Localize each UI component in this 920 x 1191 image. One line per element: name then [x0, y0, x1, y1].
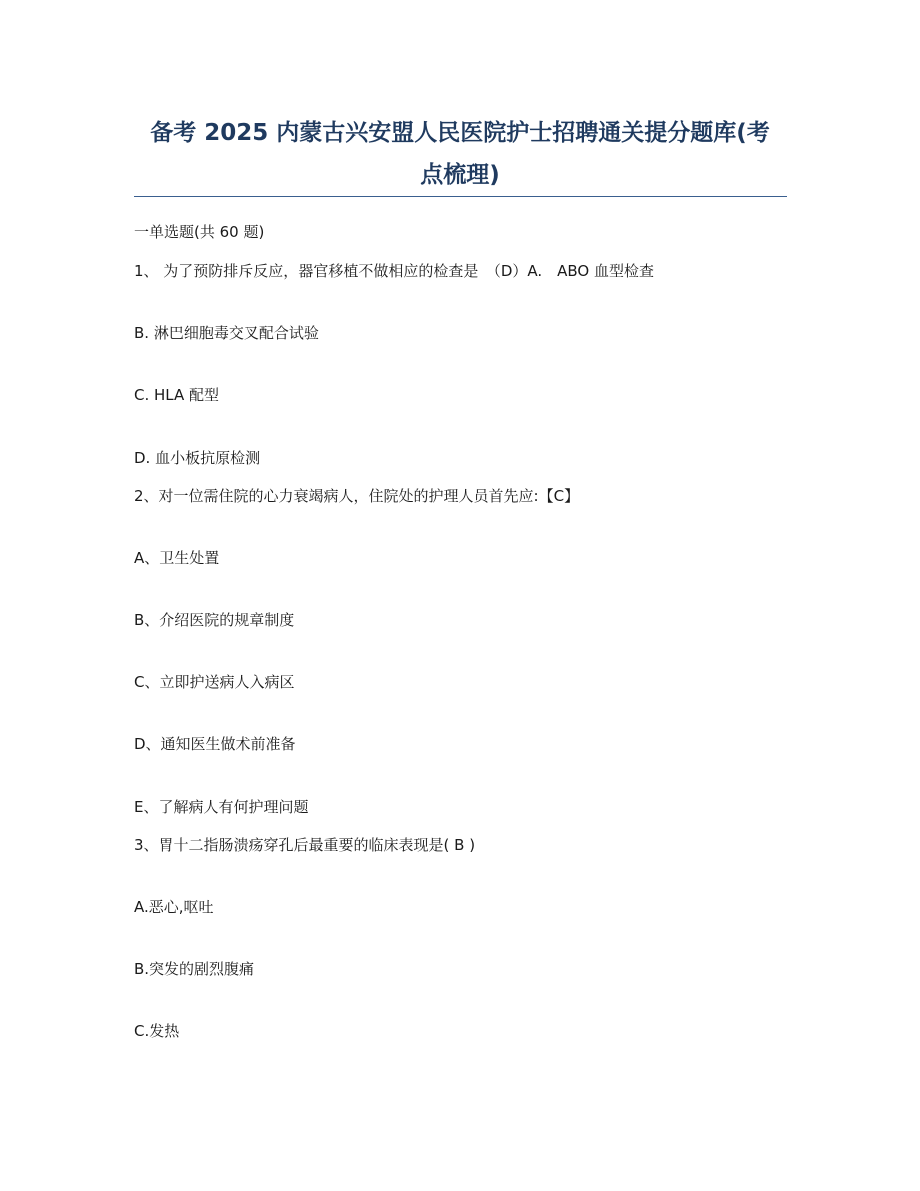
- question-3-option-c: C.发热: [134, 1022, 180, 1040]
- question-2-option-d: D、通知医生做术前准备: [134, 735, 296, 753]
- question-2-stem: 2、对一位需住院的心力衰竭病人，住院处的护理人员首先应:【C】: [134, 487, 580, 505]
- question-2-option-a: A、卫生处置: [134, 549, 220, 567]
- question-1-option-b: B. 淋巴细胞毒交叉配合试验: [134, 324, 319, 342]
- question-2-option-c: C、立即护送病人入病区: [134, 673, 295, 691]
- title-divider: [134, 196, 787, 197]
- question-1-option-d: D. 血小板抗原检测: [134, 449, 261, 467]
- question-1-stem: 1、 为了预防排斥反应，器官移植不做相应的检查是 （D）A. ABO 血型检查: [134, 262, 654, 280]
- question-2-option-b: B、介绍医院的规章制度: [134, 611, 295, 629]
- question-3-stem: 3、胃十二指肠溃疡穿孔后最重要的临床表现是( B ): [134, 836, 476, 854]
- question-3-option-a: A.恶心,呕吐: [134, 898, 214, 916]
- section-header: 一单选题(共 60 题): [134, 223, 265, 241]
- title-line-2: 点梳理): [420, 162, 500, 188]
- question-2-option-e: E、了解病人有何护理问题: [134, 798, 309, 816]
- question-3-option-b: B.突发的剧烈腹痛: [134, 960, 255, 978]
- title-line-1: 备考 2025 内蒙古兴安盟人民医院护士招聘通关提分题库(考: [150, 120, 770, 146]
- document-title: [120, 112, 800, 196]
- question-1-option-c: C. HLA 配型: [134, 386, 220, 404]
